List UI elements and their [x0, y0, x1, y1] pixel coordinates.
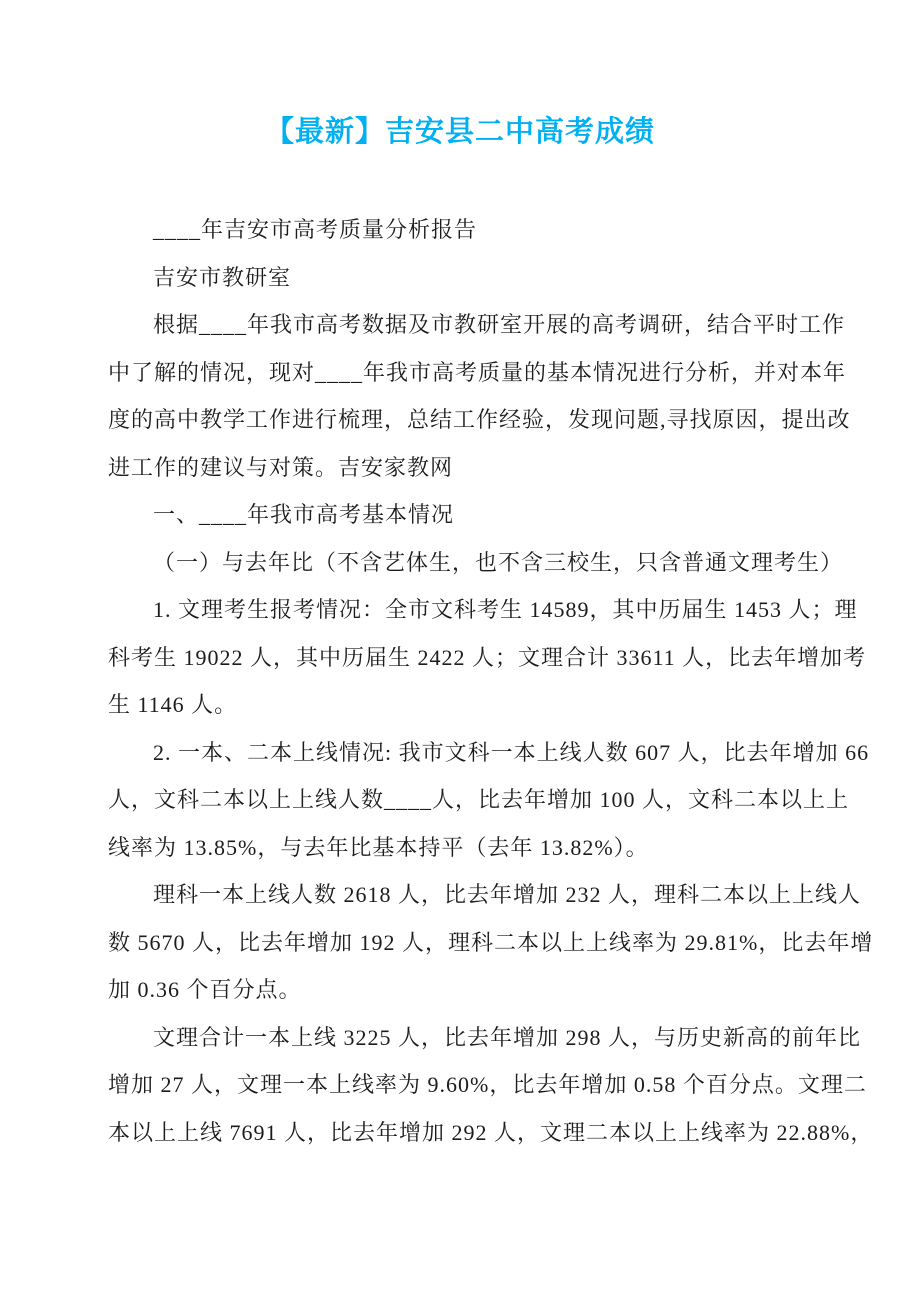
text-line: 根据____年我市高考数据及市教研室开展的高考调研，结合平时工作	[153, 312, 846, 337]
text-line: 度的高中教学工作进行梳理，总结工作经验，发现问题,寻找原因，提出改	[108, 407, 851, 432]
text-line: （一）与去年比（不含艺体生，也不含三校生，只含普通文理考生）	[153, 549, 844, 575]
text-line: 线率为 13.85%，与去年比基本持平（去年 13.82%）。	[108, 834, 649, 860]
text-line: 文理合计一本上线 3225 人，比去年增加 298 人，与历史新高的前年比	[153, 1024, 862, 1050]
text-line: ____年吉安市高考质量分析报告	[153, 217, 478, 242]
text-line: 增加 27 人，文理一本上线率为 9.60%，比去年增加 0.58 个百分点。文理二	[108, 1072, 867, 1097]
text-line: 1. 文理考生报考情况：全市文科考生 14589，其中历届生 1453 人；理	[153, 597, 858, 622]
text-line: 2. 一本、二本上线情况: 我市文科一本上线人数 607 人，比去年增加 66	[153, 739, 870, 765]
text-line: 中了解的情况，现对____年我市高考质量的基本情况进行分析，并对本年	[108, 359, 847, 385]
text-line: 人，文科二本以上上线人数____人，比去年增加 100 人，文科二本以上上	[108, 787, 850, 812]
text-line: 加 0.36 个百分点。	[108, 977, 302, 1002]
text-line: 进工作的建议与对策。吉安家教网	[108, 454, 454, 480]
text-line: 吉安市教研室	[153, 264, 292, 290]
text-line: 一、____年我市高考基本情况	[153, 502, 455, 527]
text-line: 理科一本上线人数 2618 人，比去年增加 232 人，理科二本以上上线人	[153, 882, 862, 907]
text-line: 数 5670 人，比去年增加 192 人，理科二本以上上线率为 29.81%，比去年增	[108, 929, 874, 955]
document-body	[108, 206, 874, 1156]
text-line: 本以上上线 7691 人，比去年增加 292 人，文理二本以上上线率为 22.88%，	[108, 1119, 874, 1145]
text-line: 生 1146 人。	[108, 692, 238, 717]
page-title: 【最新】吉安县二中高考成绩	[264, 116, 655, 148]
text-line: 科考生 19022 人，其中历届生 2422 人；文理合计 33611 人，比去年增加考	[108, 644, 867, 670]
